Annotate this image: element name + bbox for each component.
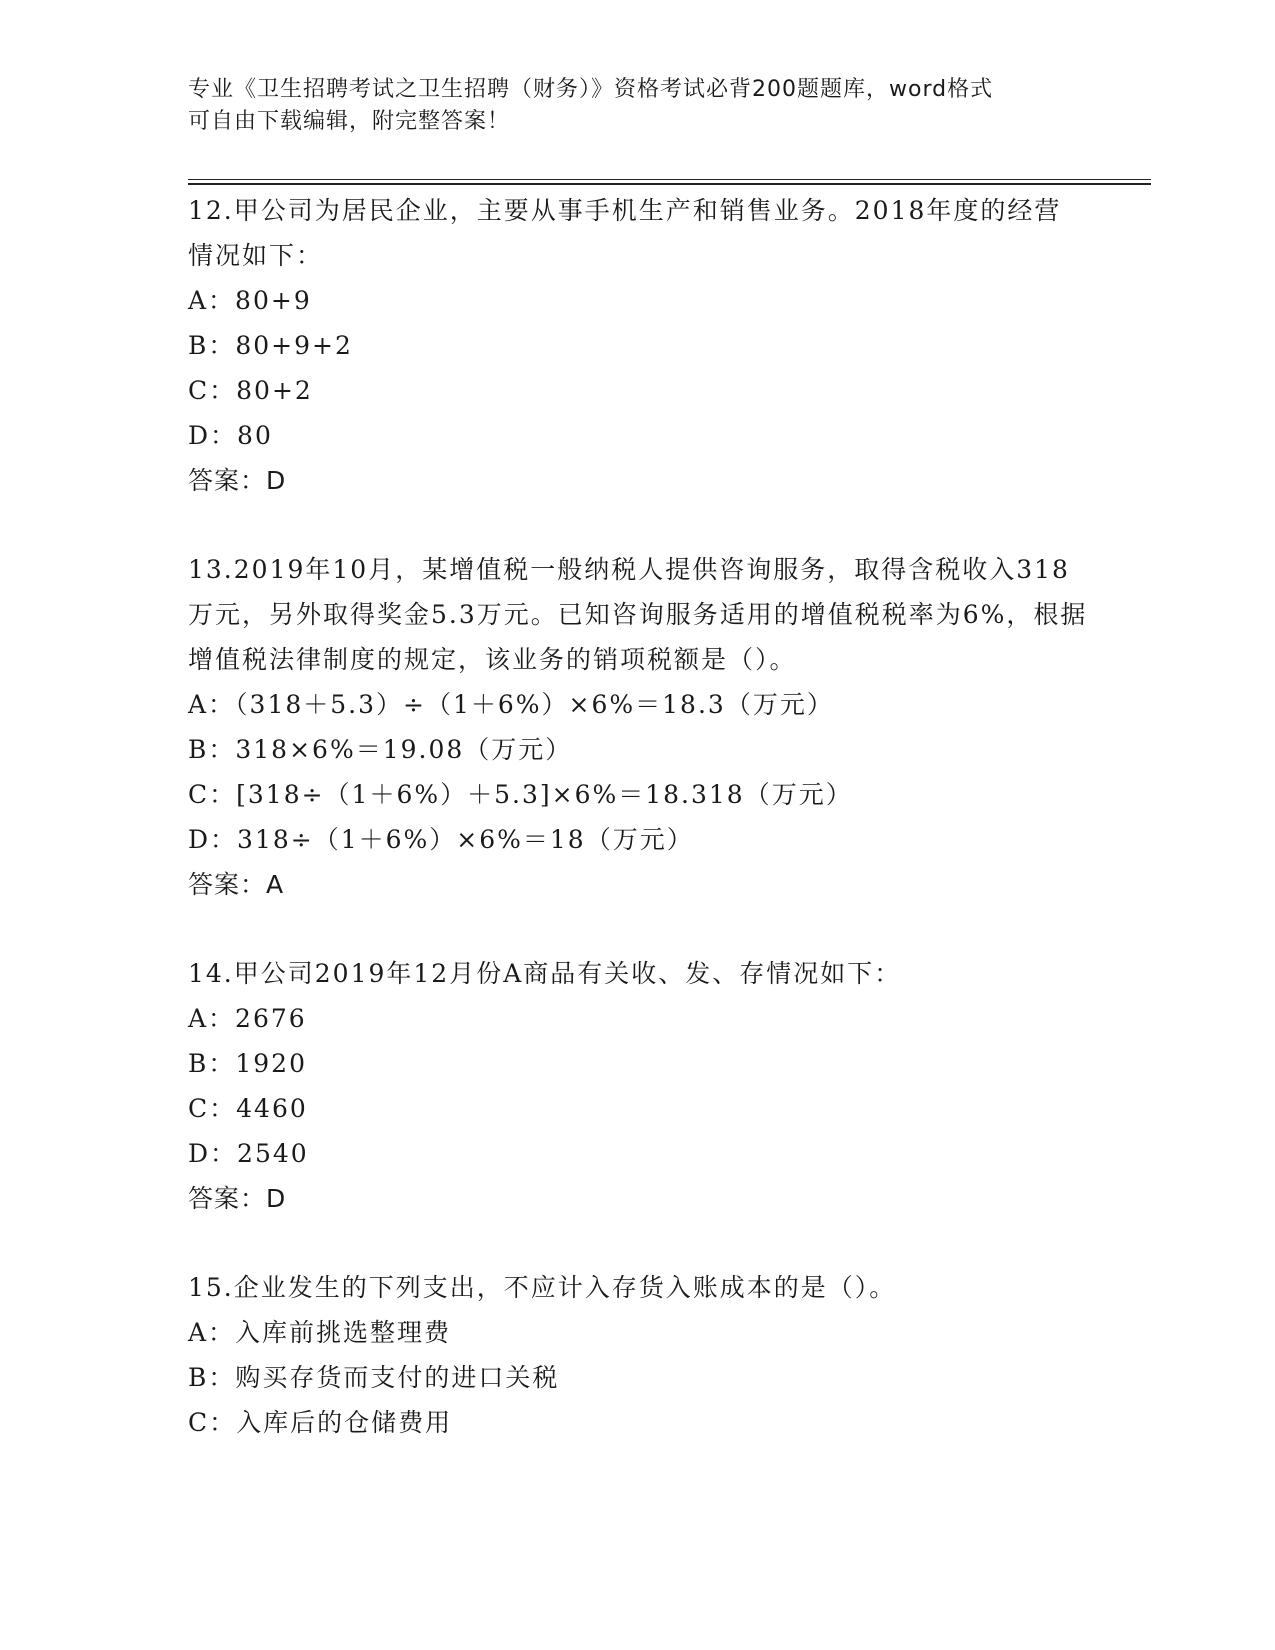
question-12 [188, 188, 1088, 503]
option-d: D：80 [188, 421, 273, 450]
question-stem: 15.企业发生的下列支出，不应计入存货入账成本的是（）。 [188, 1273, 897, 1302]
question-stem: 14.甲公司2019年12月份A商品有关收、发、存情况如下： [188, 959, 902, 988]
answer: 答案：D [188, 1184, 287, 1213]
option-b: B：1920 [188, 1049, 307, 1078]
option-a: A：2676 [188, 1004, 307, 1033]
question-14 [188, 951, 1088, 1221]
option-c: C：[318÷（1＋6%）＋5.3]×6%＝18.318（万元） [188, 780, 853, 809]
header-line-1: 专业《卫生招聘考试之卫生招聘（财务）》资格考试必背200题题库，word格式 [188, 77, 994, 102]
option-d: D：2540 [188, 1139, 309, 1168]
question-15 [188, 1265, 1088, 1445]
header-line-2: 可自由下载编辑，附完整答案！ [188, 109, 511, 134]
question-list [188, 188, 1088, 1489]
header-divider-thin [188, 179, 1151, 180]
option-b: B：318×6%＝19.08（万元） [188, 735, 573, 764]
question-stem: 13.2019年10月，某增值税一般纳税人提供咨询服务，取得含税收入318万元，另外取得奖金5.3万元。已知咨询服务适用的增值税税率为6%，根据增值税法律制度的规定，该业务的销项税额是（）。 [188, 555, 1088, 674]
answer: 答案：A [188, 870, 285, 899]
question-stem: 12.甲公司为居民企业，主要从事手机生产和销售业务。2018年度的经营情况如下： [188, 196, 1062, 270]
document-header [188, 74, 1088, 138]
question-13 [188, 547, 1088, 907]
option-a: A：（318＋5.3）÷（1＋6%）×6%＝18.3（万元） [188, 690, 834, 719]
option-a: A：入库前挑选整理费 [188, 1318, 452, 1347]
option-d: D：318÷（1＋6%）×6%＝18（万元） [188, 825, 694, 854]
option-b: B：80+9+2 [188, 331, 353, 360]
header-divider-thick [188, 183, 1151, 185]
option-a: A：80+9 [188, 286, 312, 315]
answer: 答案：D [188, 466, 287, 495]
option-c: C：80+2 [188, 376, 313, 405]
option-b: B：购买存货而支付的进口关税 [188, 1363, 560, 1392]
option-c: C：4460 [188, 1094, 308, 1123]
option-c: C：入库后的仓储费用 [188, 1408, 453, 1437]
